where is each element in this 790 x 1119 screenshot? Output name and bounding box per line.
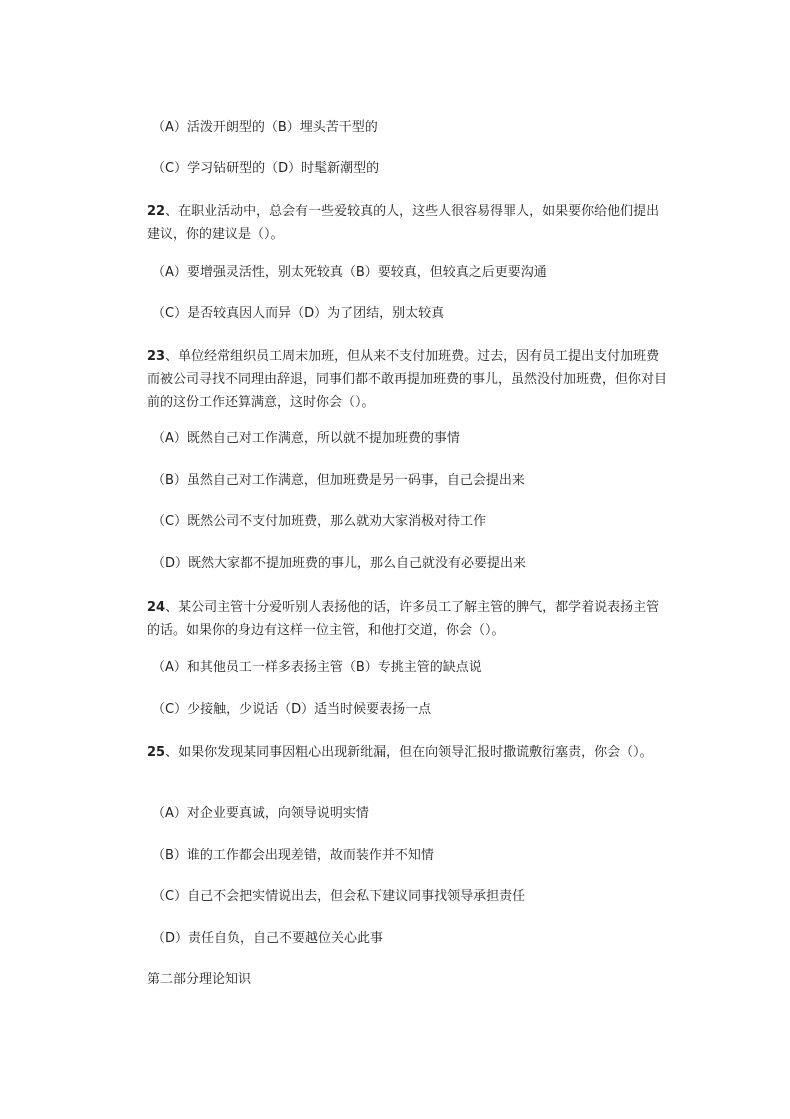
question-23: [147, 345, 667, 414]
question-24-number: 24: [147, 600, 166, 615]
q23-option-a: （A）既然自己对工作满意，所以就不提加班费的事情: [152, 431, 460, 446]
q22-options-ab: （A）要增强灵活性，别太死较真（B）要较真，但较真之后更要沟通: [152, 265, 547, 280]
q22-options-cd: （C）是否较真因人而异（D）为了团结，别太较真: [152, 306, 445, 321]
question-23-text: 、单位经常组织员工周末加班，但从来不支付加班费。过去，因有员工提出支付加班费而被公司寻找不同理由辞退，同事们都不敢再提加班费的事儿，虽然没付加班费，但你对目前的这份工作还算满意，这时你会（）。: [147, 349, 668, 410]
question-25-text: 、如果你发现某同事因粗心出现新纰漏，但在向领导汇报时撒谎敷衍塞责，你会（）。: [165, 745, 653, 760]
q21-options-cd: （C）学习钻研型的（D）时髦新潮型的: [152, 161, 380, 176]
q25-option-c: （C）自己不会把实情说出去，但会私下建议同事找领导承担责任: [152, 889, 526, 904]
question-25: [147, 741, 667, 764]
question-22: [147, 200, 667, 246]
q25-option-a: （A）对企业要真诚，向领导说明实情: [152, 806, 369, 821]
question-23-number: 23: [147, 349, 166, 364]
q24-options-ab: （A）和其他员工一样多表扬主管（B）专挑主管的缺点说: [152, 660, 482, 675]
q24-options-cd: （C）少接触，少说话（D）适当时候要表扬一点: [152, 702, 432, 717]
q21-options-ab: （A）活泼开朗型的（B）埋头苦干型的: [152, 120, 378, 135]
q23-option-c: （C）既然公司不支付加班费，那么就劝大家消极对待工作: [152, 514, 487, 529]
question-22-number: 22: [147, 204, 166, 219]
question-24-text: 、某公司主管十分爱听别人表扬他的话，许多员工了解主管的脾气，都学着说表扬主管的话。如果你的身边有这样一位主管，和他打交道，你会（）。: [147, 600, 660, 638]
question-25-number: 25: [147, 745, 166, 760]
section-title: 第二部分理论知识: [147, 972, 252, 987]
question-24: [147, 596, 667, 642]
q23-option-b: （B）虽然自己对工作满意，但加班费是另一码事，自己会提出来: [152, 473, 525, 488]
q23-option-d: （D）既然大家都不提加班费的事儿，那么自己就没有必要提出来: [152, 556, 527, 571]
q25-option-b: （B）谁的工作都会出现差错，故而装作并不知情: [152, 848, 434, 863]
q25-option-d: （D）责任自负，自己不要越位关心此事: [152, 931, 384, 946]
question-22-text: 、在职业活动中，总会有一些爱较真的人，这些人很容易得罪人，如果要你给他们提出建议，你的建议是（）。: [147, 204, 660, 242]
